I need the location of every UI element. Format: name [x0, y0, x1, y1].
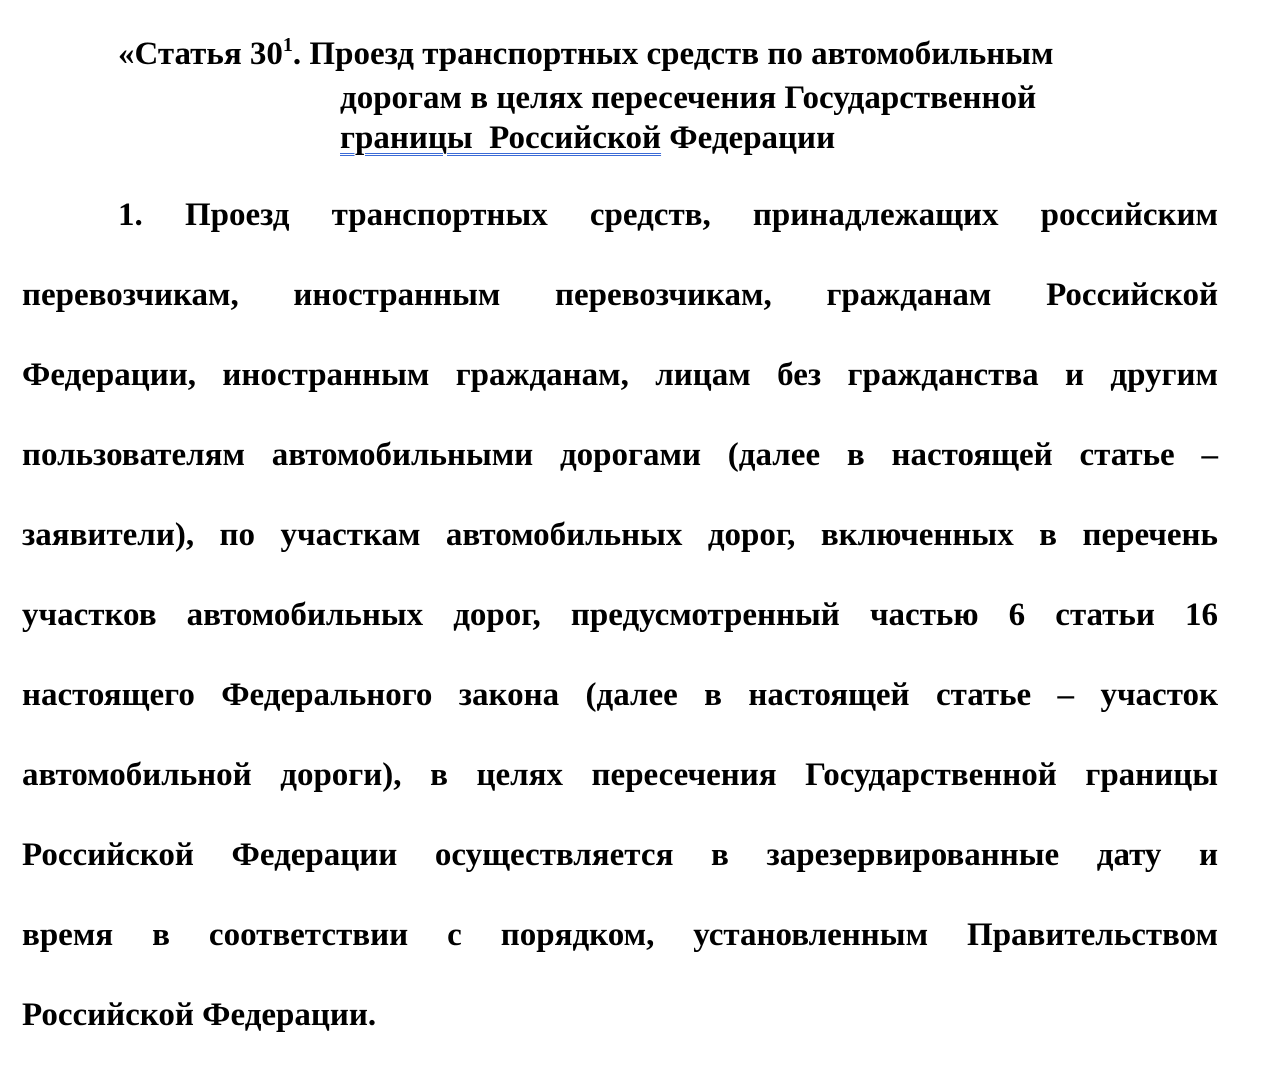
paragraph-line: Российской Федерации.	[22, 997, 377, 1033]
heading-line-1-prefix: «Статья 30	[118, 36, 283, 72]
paragraph-line: 1. Проезд транспортных средств, принадлежащих российским	[118, 197, 1218, 233]
paragraph-1	[22, 190, 1218, 1070]
article-heading	[118, 34, 1158, 158]
paragraph-line: участков автомобильных дорог, предусмотренный частью 6 статьи 16	[22, 597, 1218, 633]
paragraph-line: заявители), по участкам автомобильных дорог, включенных в перечень	[22, 517, 1218, 553]
paragraph-line: время в соответствии с порядком, установленным Правительством	[22, 917, 1218, 953]
heading-line-1	[118, 34, 1158, 78]
spellcheck-marked-text: границы Российской	[340, 120, 662, 156]
paragraph-line: Федерации, иностранным гражданам, лицам без гражданства и другим	[22, 357, 1218, 393]
heading-line-3	[118, 118, 1158, 158]
paragraph-line: перевозчикам, иностранным перевозчикам, гражданам Российской	[22, 277, 1218, 313]
paragraph-line: пользователям автомобильными дорогами (далее в настоящей статье –	[22, 437, 1218, 473]
paragraph-line: Российской Федерации осуществляется в зарезервированные дату и	[22, 837, 1218, 873]
heading-line-3-rest: Федерации	[661, 120, 836, 156]
heading-line-2: дорогам в целях пересечения Государственной	[340, 80, 1037, 116]
paragraph-line: настоящего Федерального закона (далее в настоящей статье – участок	[22, 677, 1218, 713]
article-number-superscript: 1	[282, 34, 293, 56]
heading-line-1-rest: . Проезд транспортных средств по автомобильным	[292, 36, 1054, 72]
paragraph-line: автомобильной дороги), в целях пересечения Государственной границы	[22, 757, 1218, 793]
